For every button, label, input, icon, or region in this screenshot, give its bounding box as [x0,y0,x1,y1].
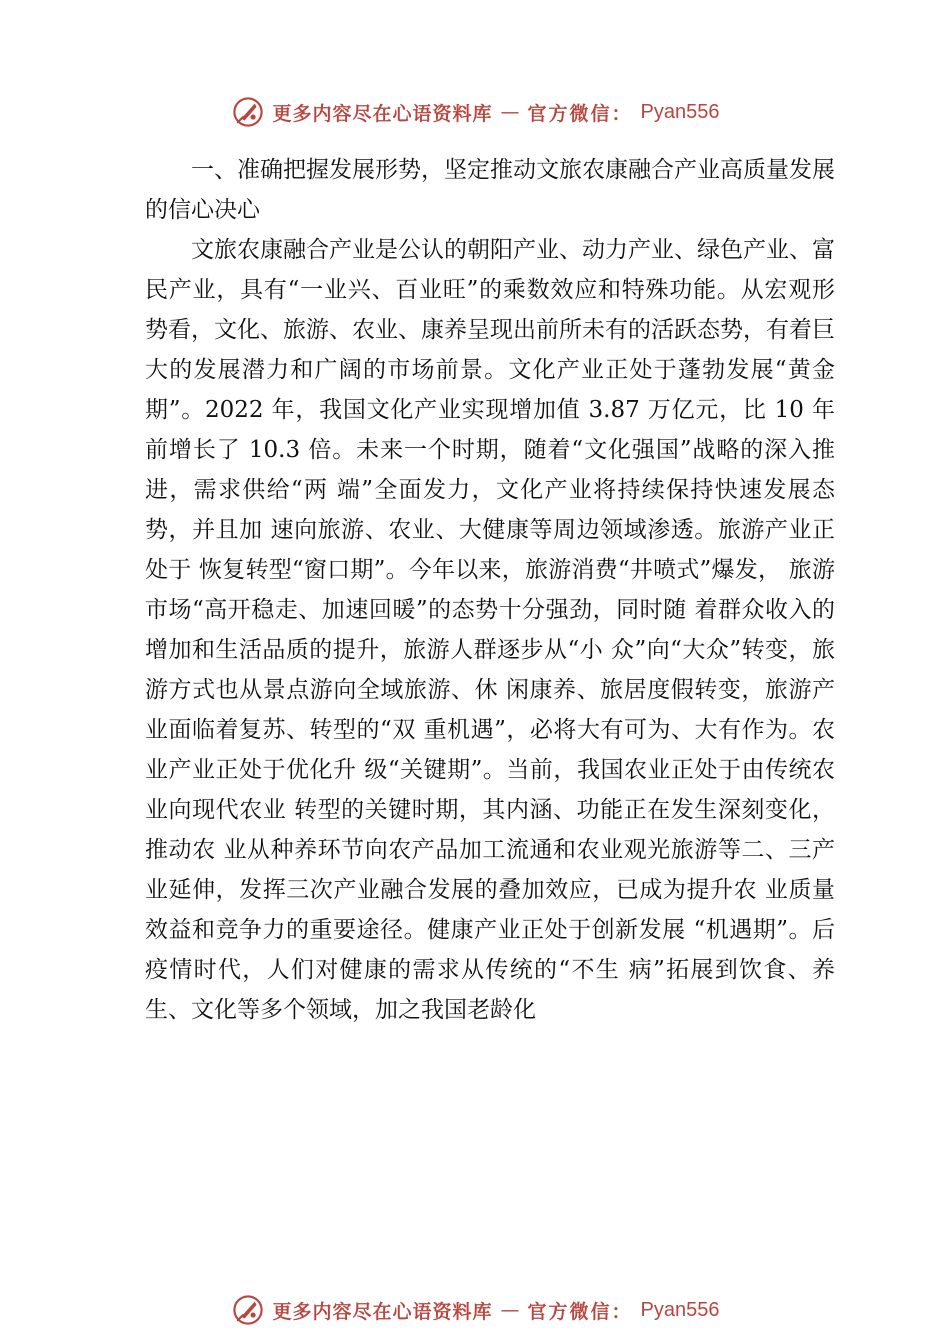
watermark-dash: — [500,101,520,123]
watermark-main-text: 更多内容尽在心语资料库 [272,1300,493,1323]
watermark-dash: — [500,1299,520,1321]
watermark-wechat-id: Pyan556 [640,1298,720,1321]
quill-pen-logo-icon [231,95,265,129]
watermark-main-text: 更多内容尽在心语资料库 [272,102,493,125]
body-paragraph: 文旅农康融合产业是公认的朝阳产业、动力产业、绿色产业、富民产业，具有“一业兴、百业旺”的乘数效应和特殊功能。从宏观形势看，文化、旅游、农业、康养呈现出前所未有的活跃态势，有着巨大的发展潜力和广阔的市场前景。文化产业正处于蓬勃发展“黄金期”。2022 年，我国文化产业实现增加值 3.87 万亿元，比 10 年前增长了 10.3 倍。未来一个时期，随着“文化强国”战略的深入推进，需求供给“两 端”全面发力，文化产业将持续保持快速发展态势，并且加 速向旅游、农业、大健康等周边领域渗透。旅游产业正处于 恢复转型“窗口期”。今年以来，旅游消费“井喷式”爆发， 旅游市场“高开稳走、加速回暖”的态势十分强劲，同时随 着群众收入的增加和生活品质的提升，旅游人群逐步从“小 众”向“大众”转变，旅游方式也从景点游向全域旅游、休 闲康养、旅居度假转变，旅游产业面临着复苏、转型的“双 重机遇”，必将大有可为、大有作为。农业产业正处于优化升 级“关键期”。当前，我国农业正处于由传统农业向现代农业 转型的关键时期，其内涵、功能正在发生深刻变化，推动农 业从种养环节向农产品加工流通和农业观光旅游等二、三产 业延伸，发挥三次产业融合发展的叠加效应，已成为提升农 业质量效益和竞争力的重要途径。健康产业正处于创新发展 “机遇期”。后疫情时代，人们对健康的需求从传统的“不生 病”拓展到饮食、养生、文化等多个领域，加之我国老龄化 [145,237,835,1023]
document-body [145,150,835,1030]
watermark-wechat-label: 官方微信： [527,102,633,125]
quill-pen-logo-icon [231,1293,265,1327]
section-heading: 一、准确把握发展形势，坚定推动文旅农康融合产业高质量发展的信心决心 [145,157,835,223]
watermark-wechat-label: 官方微信： [527,1300,633,1323]
footer-watermark [0,1290,950,1330]
watermark-wechat-id: Pyan556 [640,100,720,123]
header-watermark [0,92,950,132]
